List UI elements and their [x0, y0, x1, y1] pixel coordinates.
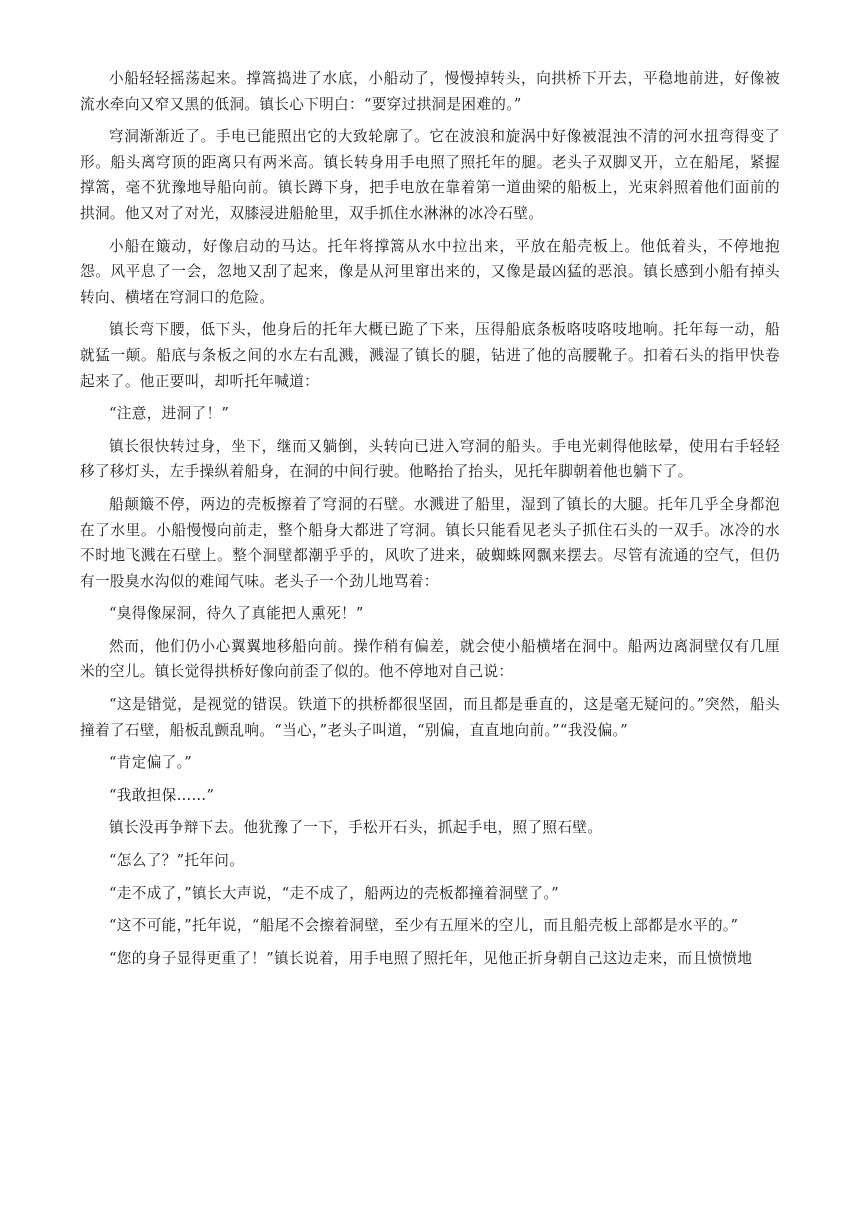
document-page [80, 66, 780, 978]
paragraph-6: 镇长很快转过身，坐下，继而又躺倒，头转向已进入穹洞的船头。手电光刺得他眩晕，使用右手轻轻移了移灯头，左手操纵着船身，在洞的中间行驶。他略抬了抬头，见托年脚朝着他也躺下了。 [80, 437, 780, 481]
paragraph-16: “这不可能，”托年说，“船尾不会擦着洞壁，至少有五厘米的空儿，而且船壳板上部都是水平的。” [109, 917, 739, 935]
paragraph-3: 小船在簸动，好像启动的马达。托年将撑篙从水中拉出来，平放在船壳板上。他低着头，不停地抱怨。风平息了一会，忽地又刮了起来，像是从河里窜出来的，又像是最凶猛的恶浪。镇长感到小船有掉头转向、横堵在穹洞口的危险。 [80, 237, 780, 306]
paragraph-9: 然而，他们仍小心翼翼地移船向前。操作稍有偏差，就会使小船横堵在洞中。船两边离洞壁仅有几厘米的空儿。镇长觉得拱桥好像向前歪了似的。他不停地对自己说： [80, 637, 780, 681]
paragraph-11: “肯定偏了。” [109, 754, 193, 772]
paragraph-15: “走不成了，”镇长大声说，“走不成了，船两边的壳板都撞着洞壁了。” [109, 884, 560, 902]
paragraph-14: “怎么了？”托年问。 [109, 852, 245, 870]
paragraph-5: “注意，进洞了！” [109, 405, 230, 423]
paragraph-12: “我敢担保……” [109, 786, 215, 804]
paragraph-13: 镇长没再争辩下去。他犹豫了一下，手松开石头，抓起手电，照了照石壁。 [109, 819, 603, 837]
paragraph-8: “臭得像屎洞，待久了真能把人熏死！” [109, 605, 364, 623]
paragraph-2: 穹洞渐渐近了。手电已能照出它的大致轮廓了。它在波浪和旋涡中好像被混浊不清的河水扭弯得变了形。船头离穹顶的距离只有两米高。镇长转身用手电照了照托年的腿。老头子双脚叉开，立在船尾，紧握撑篙，毫不犹豫地导船向前。镇长蹲下身，把手电放在靠着第一道曲梁的船板上，光束斜照着他们面前的拱洞。他又对了对光，双膝浸进船舱里，双手抓住水淋淋的冰冷石壁。 [80, 128, 780, 222]
paragraph-4: 镇长弯下腰，低下头，他身后的托年大概已跪了下来，压得船底条板咯吱咯吱地响。托年每一动，船就猛一颠。船底与条板之间的水左右乱溅，溅湿了镇长的腿，钻进了他的高腰靴子。扣着石头的指甲快卷起来了。他正要叫，却听托年喊道： [80, 321, 780, 390]
paragraph-1: 小船轻轻摇荡起来。撑篙捣进了水底，小船动了，慢慢掉转头，向拱桥下开去，平稳地前进，好像被流水牵向又窄又黑的低洞。镇长心下明白：“要穿过拱洞是困难的。” [80, 70, 780, 113]
paragraph-10: “这是错觉，是视觉的错误。铁道下的拱桥都很坚固，而且都是垂直的，这是毫无疑问的。”突然，船头撞着了石壁，船板乱颤乱响。“当心，”老头子叫道，“别偏，直直地向前。”“我没偏。” [80, 696, 780, 739]
paragraph-7: 船颠簸不停，两边的壳板擦着了穹洞的石壁。水溅进了船里，湿到了镇长的大腿。托年几乎全身都泡在了水里。小船慢慢向前走，整个船身大都进了穹洞。镇长只能看见老头子抓住石头的一双手。冰冷的水不时地飞溅在石壁上。整个洞壁都潮乎乎的，风吹了进来，破蜘蛛网飘来摆去。尽管有流通的空气，但仍有一股臭水沟似的难闻气味。老头子一个劲儿地骂着： [80, 495, 780, 590]
paragraph-17: “您的身子显得更重了！”镇长说着，用手电照了照托年，见他正折身朝自己这边走来，而且愤愤地 [109, 949, 753, 967]
